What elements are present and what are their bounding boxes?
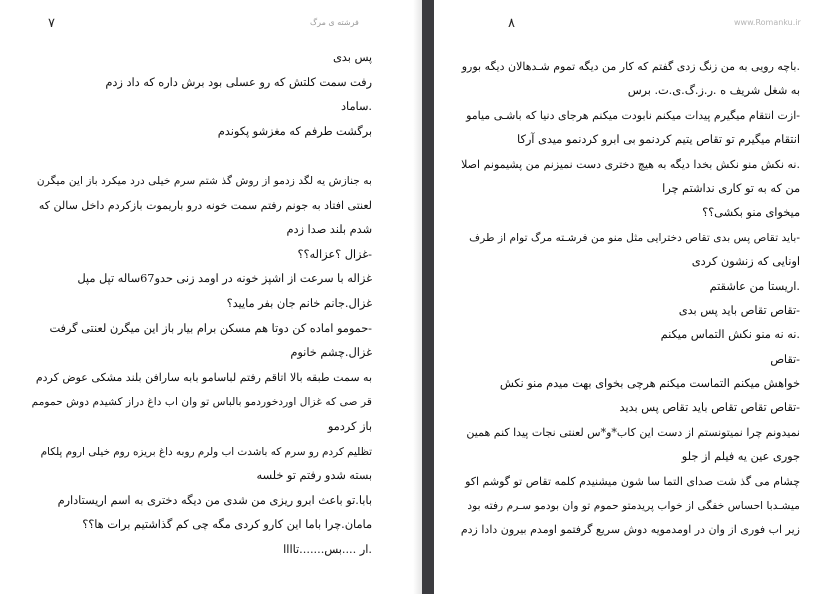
text-line: .نه نه منو نکش التماس میکنم xyxy=(660,328,800,342)
text-line: باز کردمو xyxy=(327,419,372,433)
text-line: غزاله با سرعت از اشپز خونه در اومد زنی حدو67ساله تپل مپل xyxy=(77,272,372,286)
text-line: چشام می گذ شت صدای التما سا شون میشنیدم کلمه تقاص تو گوشم اکو xyxy=(465,474,800,488)
text-line: -باید تقاص پس بدی تقاص دخترایی مثل منو من فرشـته مرگ توام از طرف xyxy=(469,230,800,244)
text-line: رفت سمت کلتش که رو عسلی بود برش داره که داد زدم xyxy=(105,75,372,89)
text-line: -تقاص xyxy=(770,352,800,366)
text-line: میشـدبا احساس خفگی از خواب پریدمتو حموم تو وان بودمو سـرم رفته بود xyxy=(467,499,800,513)
text-line: بسته شدو رفتم تو خلسه xyxy=(256,469,372,483)
text-line: زیر اب فوری از وان در اومدمویه دوش سریع گرفتمو اومدم بیرون دادا زدم xyxy=(460,523,800,537)
text-line: لعنتی افتاد به جونم رفتم سمت خونه درو باریموت بازکردم داخل سالن که xyxy=(38,198,372,212)
text-line: غزال.چشم خانوم xyxy=(290,346,372,360)
text-line: شدم بلند صدا زدم xyxy=(286,223,372,237)
text-line xyxy=(32,144,372,169)
text-line: .اریستا من عاشقتم xyxy=(709,279,800,293)
text-body xyxy=(32,46,372,562)
text-line: پس بدی xyxy=(332,51,372,64)
text-line: قر صی که غزال اوردخوردمو بالباس تو وان اب داغ دراز کشیدم دوش حمومم xyxy=(31,395,372,409)
text-line: -غزال ؟عزاله؟؟ xyxy=(297,247,372,261)
right-page xyxy=(434,0,834,594)
text-line: اونایی که زنشون کردی xyxy=(691,255,800,269)
text-line: نمیدونم چرا نمیتونستم از دست این کاب*و*س لعنتی نجات پیدا کنم همین xyxy=(466,425,800,439)
text-line: جوری عین یه فیلم از جلو xyxy=(681,450,800,464)
text-line: انتقام میگیرم تو تقاص یتیم کردنمو بی ابرو کردنمو میدی آرکا xyxy=(517,133,800,147)
page-number: ۸ xyxy=(508,16,515,31)
text-line: -ازت انتقام میگیرم پیدات میکنم نابودت میکنم هرجای دنیا که باشـی میامو xyxy=(466,108,800,122)
page-header: فرشته ی مرگ xyxy=(310,18,359,27)
text-line: خواهش میکنم التماست میکنم هرچی بخوای بهت میدم منو نکش xyxy=(499,377,800,391)
text-line: -تقاص تقاص باید پس بدی xyxy=(678,303,800,317)
text-line: مامان.چرا باما این کارو کردی مگه چی کم گذاشتیم برات ها؟؟ xyxy=(82,518,372,532)
text-body xyxy=(460,55,800,543)
text-line: بابا.تو باعث ابرو ریزی من شدی من دیگه دختری به اسم اریستادارم xyxy=(57,493,372,507)
gutter-shadow xyxy=(413,0,422,594)
text-line: .باچه رویی به من زنگ زدی گفتم که کار من دیگه تموم شـدهالان دیگه بورو xyxy=(461,60,800,73)
page-gutter xyxy=(422,0,434,594)
text-line: .ساماد xyxy=(340,100,372,114)
page-header: www.Romanku.ir xyxy=(734,18,801,27)
text-line: .نه نکش منو نکش بخدا دیگه به هیچ دختری دست نمیزنم من پشیمونم اصلا xyxy=(461,157,800,171)
text-line: -تقاص تقاص تقاص باید تقاص پس بدید xyxy=(619,401,800,415)
text-line: من که به تو کاری نداشتم چرا xyxy=(662,181,800,195)
text-line: به شغل شریف ه .ر.ز.گ.ی.ت. برس xyxy=(627,84,800,98)
text-line: .ار ....بس.......تاااا xyxy=(283,542,372,556)
text-line: به جنازش یه لگد زدمو از روش گذ شتم سرم خیلی درد میکرد باز این میگرن xyxy=(36,173,372,187)
text-line: تظلیم کردم رو سرم که باشدت اب ولرم روبه داغ بریزه روم خیلی اروم پلکام xyxy=(40,445,372,458)
text-line: میخوای منو بکشی؟؟ xyxy=(702,206,800,220)
text-line: -حمومو اماده کن دوتا هم مسکن برام بیار باز این میگرن لعنتی گرفت xyxy=(49,321,372,335)
text-line: غزال.جانم خانم جان بفر مایید؟ xyxy=(226,296,372,310)
page-number: ۷ xyxy=(48,16,55,31)
text-line: به سمت طبقه بالا اتاقم رفتم لباسامو بابه سارافن بلند مشکی عوض کردم xyxy=(35,370,372,384)
text-line: برگشت طرفم که مغزشو پکوندم xyxy=(217,124,372,138)
